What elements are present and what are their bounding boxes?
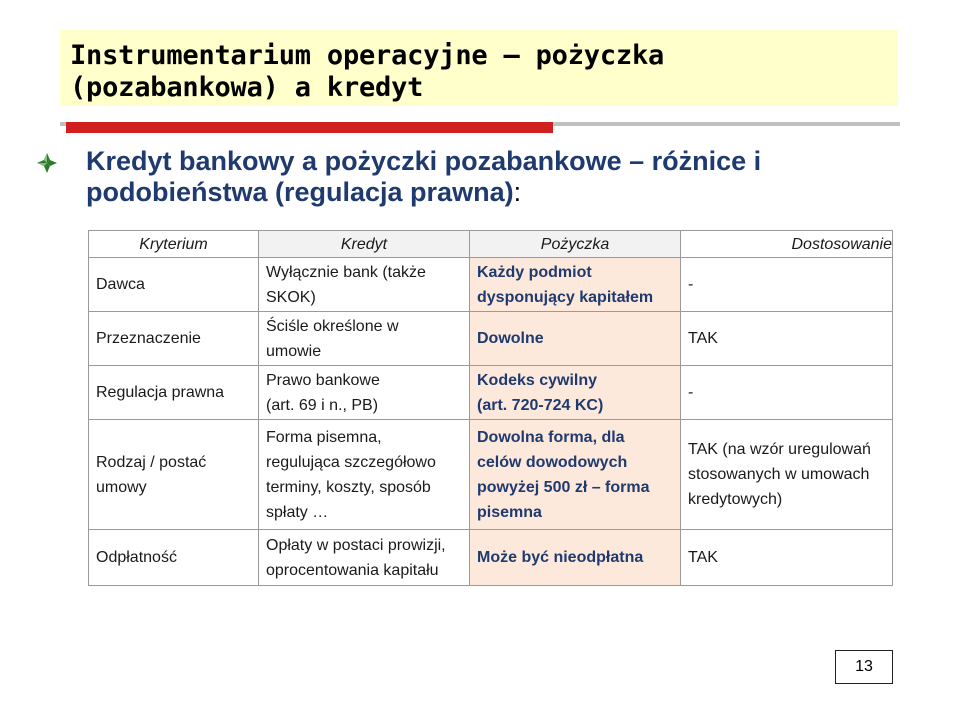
header-loan: Pożyczka [470, 231, 681, 258]
cell-adjustment [681, 366, 893, 420]
cell-line: umowy [96, 478, 147, 496]
cell-line: kredytowych) [688, 491, 783, 508]
subtitle-line-2-text: podobieństwa (regulacja prawna) [86, 177, 514, 207]
slide-title-line-2: (pozabankowa) a kredyt [70, 72, 424, 103]
subtitle-colon: : [513, 177, 522, 207]
table-row [89, 420, 893, 530]
table-row [89, 366, 893, 420]
cell-credit [259, 366, 470, 420]
cell-line: Dowolna forma, dla [477, 428, 625, 446]
header-adjustment: Dostosowanie [681, 231, 893, 258]
subtitle-line-2 [86, 177, 761, 208]
header-criterion: Kryterium [89, 231, 259, 258]
cell-line: regulująca szczegółowo [266, 453, 436, 471]
cell-line: - [688, 384, 694, 401]
cell-adjustment [681, 420, 893, 530]
table-header-row [89, 231, 893, 258]
cell-adjustment [681, 312, 893, 366]
cell-line: powyżej 500 zł – forma [477, 478, 650, 496]
cell-line: spłaty … [266, 503, 329, 521]
cell-adjustment [681, 530, 893, 586]
cell-credit [259, 258, 470, 312]
cell-line: Rodzaj / postać [96, 453, 207, 471]
cell-line: umowie [266, 342, 322, 360]
cell-line: Przeznaczenie [96, 330, 201, 347]
cell-credit [259, 312, 470, 366]
cell-credit [259, 420, 470, 530]
cell-loan [470, 420, 681, 530]
table-row [89, 530, 893, 586]
table-row [89, 312, 893, 366]
cell-line: TAK [688, 549, 718, 566]
cell-line: - [688, 276, 694, 293]
cell-line: Może być nieodpłatna [477, 549, 644, 566]
cell-loan [470, 312, 681, 366]
cell-line: celów dowodowych [477, 453, 628, 471]
subtitle [86, 146, 761, 208]
cell-line: Wyłącznie bank (także [266, 263, 426, 281]
cell-line: TAK [688, 330, 718, 347]
cell-criterion [89, 312, 259, 366]
divider-red [66, 122, 553, 133]
table-body [89, 258, 893, 586]
cell-line: Każdy podmiot [477, 263, 592, 281]
cell-loan [470, 366, 681, 420]
cell-line: Odpłatność [96, 549, 177, 566]
slide-title-line-1: Instrumentarium operacyjne – pożyczka [70, 40, 665, 71]
cell-line: stosowanych w umowach [688, 466, 870, 483]
cell-line: Prawo bankowe [266, 371, 380, 389]
cell-line: Forma pisemna, [266, 428, 382, 446]
cell-line: Regulacja prawna [96, 384, 225, 401]
cell-credit [259, 530, 470, 586]
cell-line: (art. 69 i n., PB) [266, 396, 379, 414]
cell-line: Opłaty w postaci prowizji, [266, 536, 446, 554]
cell-adjustment [681, 258, 893, 312]
cell-loan [470, 258, 681, 312]
cell-criterion [89, 366, 259, 420]
cell-line: dysponujący kapitałem [477, 288, 654, 306]
cell-line: terminy, koszty, sposób [266, 478, 431, 496]
cell-line: SKOK) [266, 288, 316, 306]
cell-line: Dowolne [477, 330, 544, 347]
cell-criterion [89, 530, 259, 586]
table-row [89, 258, 893, 312]
cell-line: TAK (na wzór uregulowań [688, 441, 871, 458]
cell-line: pisemna [477, 503, 542, 521]
cell-criterion [89, 258, 259, 312]
diamond-bullet-icon [36, 152, 58, 174]
cell-line: Kodeks cywilny [477, 371, 598, 389]
cell-criterion [89, 420, 259, 530]
header-credit: Kredyt [259, 231, 470, 258]
page-number: 13 [835, 650, 893, 684]
cell-line: Ściśle określone w [266, 317, 399, 335]
subtitle-line-1: Kredyt bankowy a pożyczki pozabankowe – różnice i [86, 146, 762, 176]
cell-line: Dawca [96, 276, 145, 293]
cell-loan [470, 530, 681, 586]
cell-line: oprocentowania kapitału [266, 561, 439, 579]
comparison-table [88, 230, 893, 586]
cell-line: (art. 720-724 KC) [477, 396, 604, 414]
